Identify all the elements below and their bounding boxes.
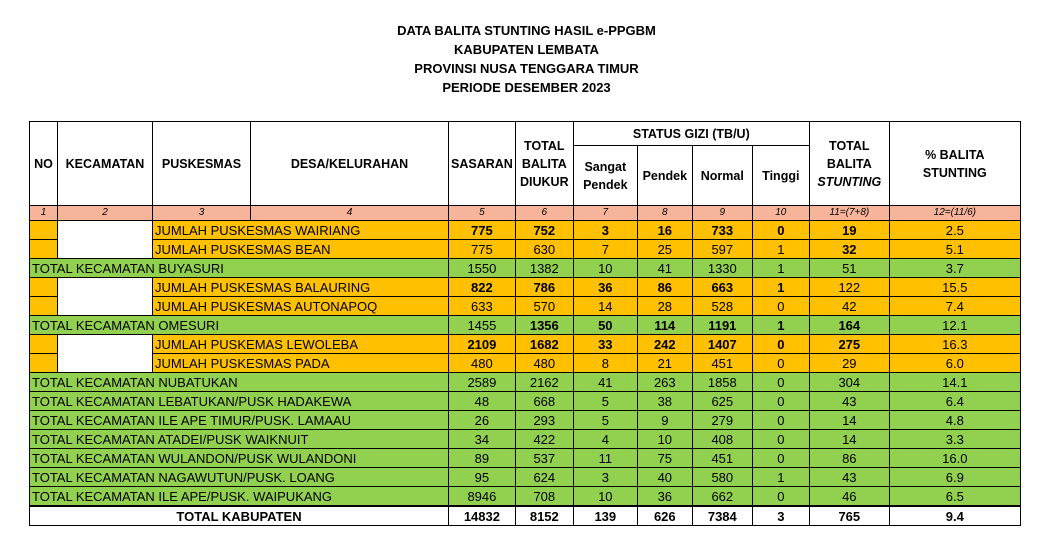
table-row: TOTAL KECAMATAN OMESURI 1455 1356 50 114 1191 1 164 12.1 [30, 316, 1021, 335]
table-row: JUMLAH PUSKESMAS WAIRIANG 775 752 3 16 733 0 19 2.5 [30, 221, 1021, 240]
header-sasaran: SASARAN [449, 122, 516, 206]
header-sangat-pendek: Sangat Pendek [573, 146, 637, 206]
report-title [0, 21, 1053, 97]
stunting-table [29, 121, 1021, 526]
table-row: TOTAL KECAMATAN ILE APE TIMUR/PUSK. LAMAAU 26 293 5 9 279 0 14 4.8 [30, 411, 1021, 430]
header-desa: DESA/KELURAHAN [251, 122, 449, 206]
header-puskesmas: PUSKESMAS [153, 122, 251, 206]
table-row: TOTAL KECAMATAN NAGAWUTUN/PUSK. LOANG 95 624 3 40 580 1 43 6.9 [30, 468, 1021, 487]
table-row: JUMLAH PUSKESMAS AUTONAPOQ 633 570 14 28 528 0 42 7.4 [30, 297, 1021, 316]
table-row: TOTAL KECAMATAN BUYASURI 1550 1382 10 41 1330 1 51 3.7 [30, 259, 1021, 278]
table-row: TOTAL KECAMATAN ATADEI/PUSK WAIKNUIT 34 422 4 10 408 0 14 3.3 [30, 430, 1021, 449]
header-normal: Normal [692, 146, 752, 206]
header-no: NO [30, 122, 58, 206]
column-number-row: 1 2 3 4 5 6 7 8 9 10 11=(7+8) 12=(11/6) [30, 206, 1021, 221]
table-row: JUMLAH PUSKEMAS LEWOLEBA 2109 1682 33 242 1407 0 275 16.3 [30, 335, 1021, 354]
header-persen-stunting: % BALITA STUNTING [889, 122, 1020, 206]
title-line-4: PERIODE DESEMBER 2023 [442, 80, 611, 95]
header-total-stunting: TOTAL BALITA STUNTING [809, 122, 889, 206]
total-label: TOTAL KABUPATEN [30, 506, 449, 526]
title-line-3: PROVINSI NUSA TENGGARA TIMUR [414, 61, 639, 76]
table-row: TOTAL KECAMATAN NUBATUKAN 2589 2162 41 263 1858 0 304 14.1 [30, 373, 1021, 392]
total-row: TOTAL KABUPATEN 14832 8152 139 626 7384 3 765 9.4 [30, 506, 1021, 526]
table-row: TOTAL KECAMATAN ILE APE/PUSK. WAIPUKANG 8946 708 10 36 662 0 46 6.5 [30, 487, 1021, 507]
header-total-diukur: TOTAL BALITA DIUKUR [515, 122, 573, 206]
table-row: JUMLAH PUSKESMAS BEAN 775 630 7 25 597 1 32 5.1 [30, 240, 1021, 259]
header-status-gizi: STATUS GIZI (TB/U) [573, 122, 809, 146]
title-line-1: DATA BALITA STUNTING HASIL e-PPGBM [397, 23, 656, 38]
table-row: TOTAL KECAMATAN LEBATUKAN/PUSK HADAKEWA 48 668 5 38 625 0 43 6.4 [30, 392, 1021, 411]
table-row: TOTAL KECAMATAN WULANDON/PUSK WULANDONI 89 537 11 75 451 0 86 16.0 [30, 449, 1021, 468]
header-kecamatan: KECAMATAN [58, 122, 153, 206]
title-line-2: KABUPATEN LEMBATA [454, 42, 599, 57]
header-tinggi: Tinggi [752, 146, 809, 206]
header-pendek: Pendek [637, 146, 692, 206]
table-row: JUMLAH PUSKESMAS BALAURING 822 786 36 86 663 1 122 15.5 [30, 278, 1021, 297]
table-row: JUMLAH PUSKESMAS PADA 480 480 8 21 451 0 29 6.0 [30, 354, 1021, 373]
